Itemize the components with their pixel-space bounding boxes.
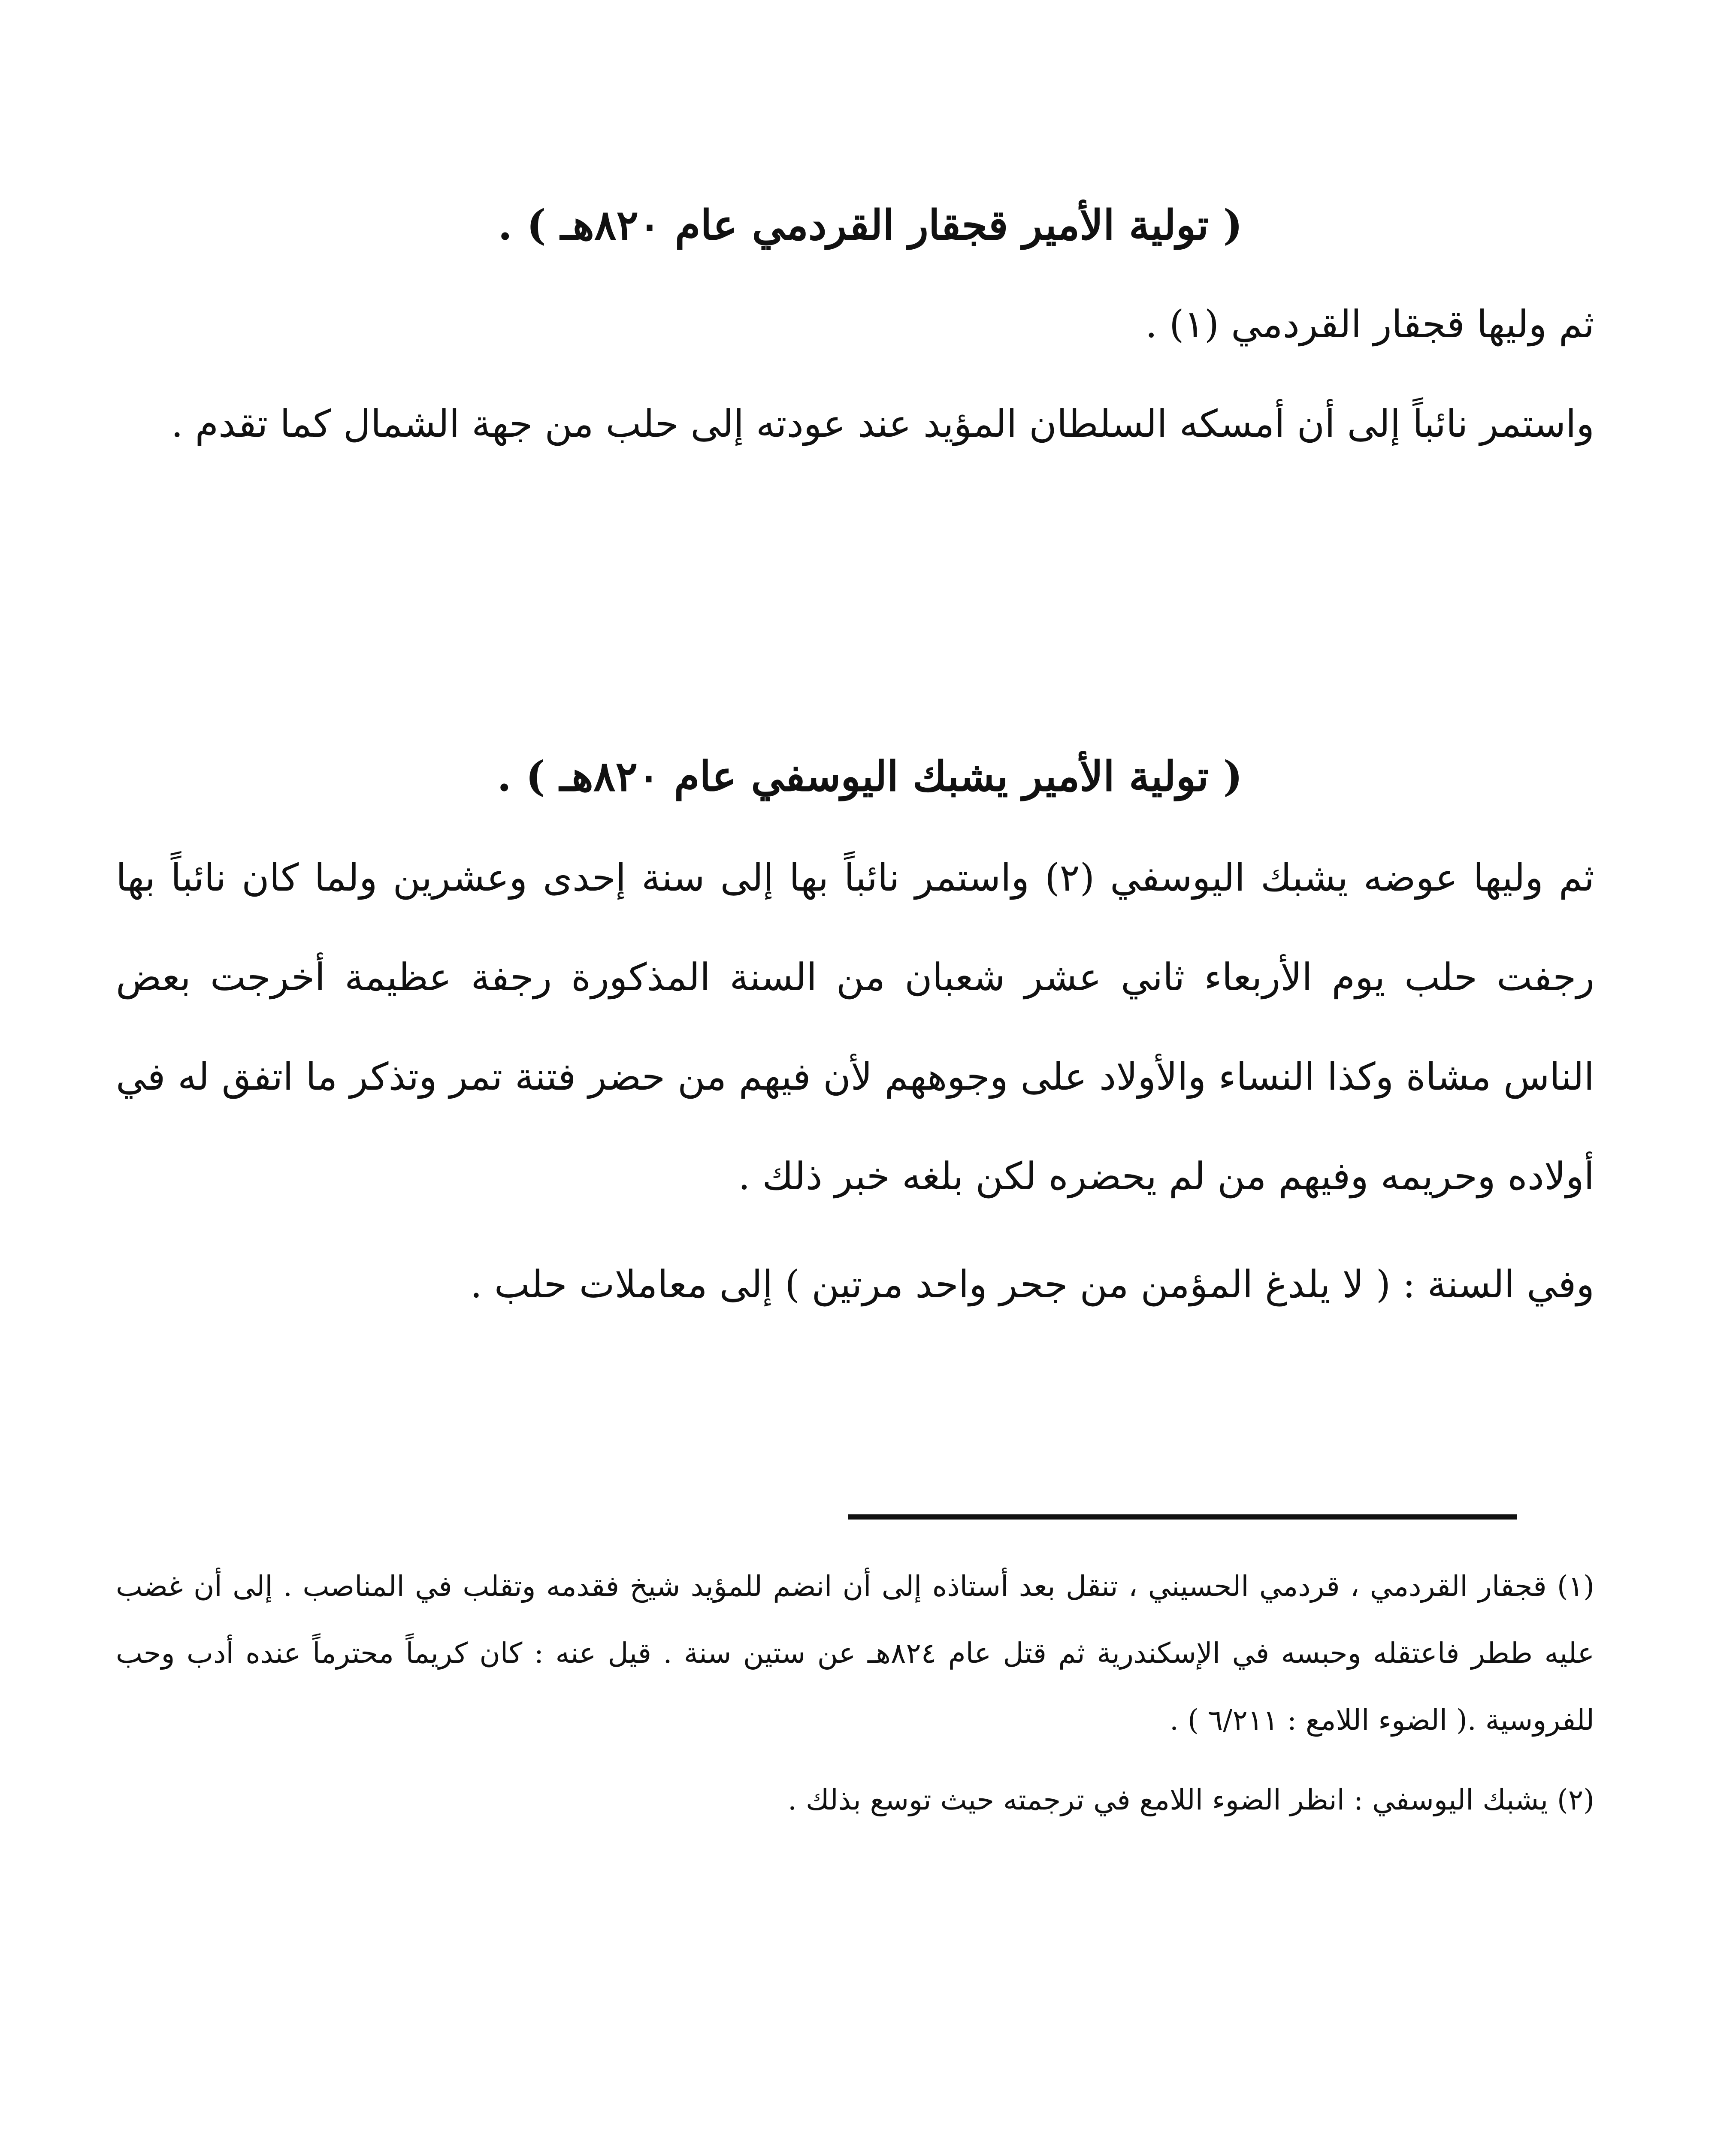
section-body-qajqar xyxy=(116,275,1594,474)
footnote-2: (٢) يشبك اليوسفي : انظر الضوء اللامع في ترجمته حيث توسع بذلك . xyxy=(787,1783,1594,1816)
footnote-1: (١) قجقار القردمي ، قردمي الحسيني ، تنقل بعد أستاذه إلى أن انضم للمؤيد شيخ فقدمه وتقلب في المناصب . إلى أن غضب عليه ططر فاعتقله وحبسه في الإسكندرية ثم قتل عام ٨٢٤هـ عن ستين سنة . قيل عنه : كان كريماً محترماً عنده أدب وحب للفروسية .( الضوء اللامع : ٦/٢١١ ) . xyxy=(116,1570,1594,1737)
footnote-divider xyxy=(848,1514,1517,1520)
section-heading-qajqar: ( تولية الأمير قجقار القردمي عام ٨٢٠هـ ) . xyxy=(498,201,1243,249)
paragraph: ثم وليها عوضه يشبك اليوسفي (٢) واستمر نائباً بها إلى سنة إحدى وعشرين ولما كان نائباً بها رجفت حلب يوم الأربعاء ثاني عشر شعبان من السنة المذكورة رجفة عظيمة أخرجت بعض الناس مشاة وكذا النساء والأولاد على وجوههم لأن فيهم من حضر فتنة تمر وتذكر ما اتفق له في أولاده وحريمه وفيهم من لم يحضره لكن بلغه خبر ذلك . xyxy=(116,855,1595,1198)
paragraph: وفي السنة : ( لا يلدغ المؤمن من جحر واحد مرتين ) إلى معاملات حلب . xyxy=(470,1262,1594,1306)
section-body-yashbak xyxy=(116,828,1594,1334)
paragraph: واستمر نائباً إلى أن أمسكه السلطان المؤيد عند عودته إلى حلب من جهة الشمال كما تقدم . xyxy=(171,402,1594,446)
footnotes xyxy=(116,1553,1594,1834)
paragraph: ثم وليها قجقار القردمي (١) . xyxy=(1145,302,1594,346)
section-heading-yashbak: ( تولية الأمير يشبك اليوسفي عام ٨٢٠هـ ) . xyxy=(497,752,1243,801)
